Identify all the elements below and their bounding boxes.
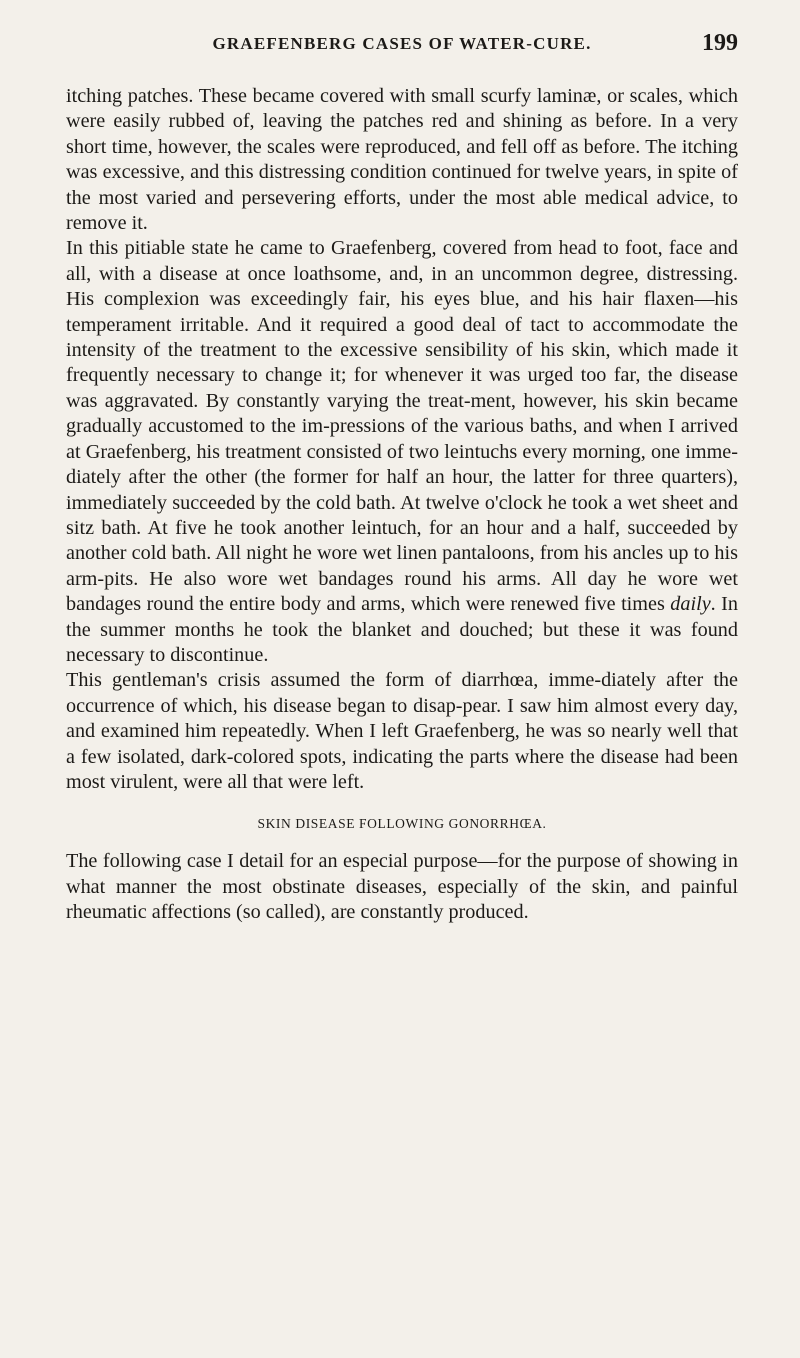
paragraph-continued: itching patches. These became covered with small scurfy laminæ, or scales, which were easily rubbed of, leaving the patches red and shining as before. In a very short time, however, the scales were reproduced, and fell off as before. The itching was excessive, and this distressing condition continued for twelve years, in spite of the most varied and persevering efforts, under the most able medical advice, to remove it. <box>66 85 738 235</box>
italic-emphasis: daily <box>670 593 711 616</box>
paragraph-text: In this pitiable state he came to Graefenberg, covered from head to foot, face and all, with a disease at once loathsome, and, in an uncommon degree, distressing. His complexion was exceedingly fair, his eyes blue, and his hair flaxen—his temperament irritable. And it required a good deal of tact to accommodate the intensity of the treatment to the excessive sensibility of his skin, which made it frequently necessary to change it; for whenever it was urged too far, the disease was aggravated. By constantly varying the treat-ment, however, his skin became gradually accustomed to the im-pressions of the various baths, and when I arrived at Graefenberg, his treatment consisted of two leintuchs every morning, one imme-diately after the other (the former for half an hour, the latter for three quarters), immediately succeeded by the cold bath. At twelve o'clock he took a wet sheet and sitz bath. At five he took another leintuch, for an hour and a half, succeeded by another cold bath. All night he wore wet linen pantaloons, from his ancles up to his arm-pits. He also wore wet bandages round his arms. All day he wore wet bandages round the entire body and arms, which were renewed five times <box>66 237 738 616</box>
paragraph-text-end: . In the summer months he took the blanket and douched; but these it was found necessary to discontinue. <box>66 593 739 666</box>
running-head <box>66 30 738 60</box>
paragraph-crisis: This gentleman's crisis assumed the form of diarrhœa, imme-diately after the occurrence of which, his disease began to disap-pear. I saw him almost every day, and examined him repeatedly. When I left Graefenberg, he was so nearly well that a few isolated, dark-colored spots, indicating the parts where the disease had been most virulent, were all that were left. <box>66 669 738 793</box>
section-heading: SKIN DISEASE FOLLOWING GONORRHŒA. <box>257 816 547 832</box>
paragraph-following-case: The following case I detail for an especial purpose—for the purpose of showing in what manner the most obstinate diseases, especially of the skin, and painful rheumatic affections (so called), are constantly produced. <box>66 850 738 924</box>
running-title: GRAEFENBERG CASES OF WATER-CURE. <box>212 34 592 53</box>
body-text <box>66 84 738 926</box>
paragraph-graefenberg-treatment <box>66 236 738 668</box>
page-number: 199 <box>702 30 738 56</box>
